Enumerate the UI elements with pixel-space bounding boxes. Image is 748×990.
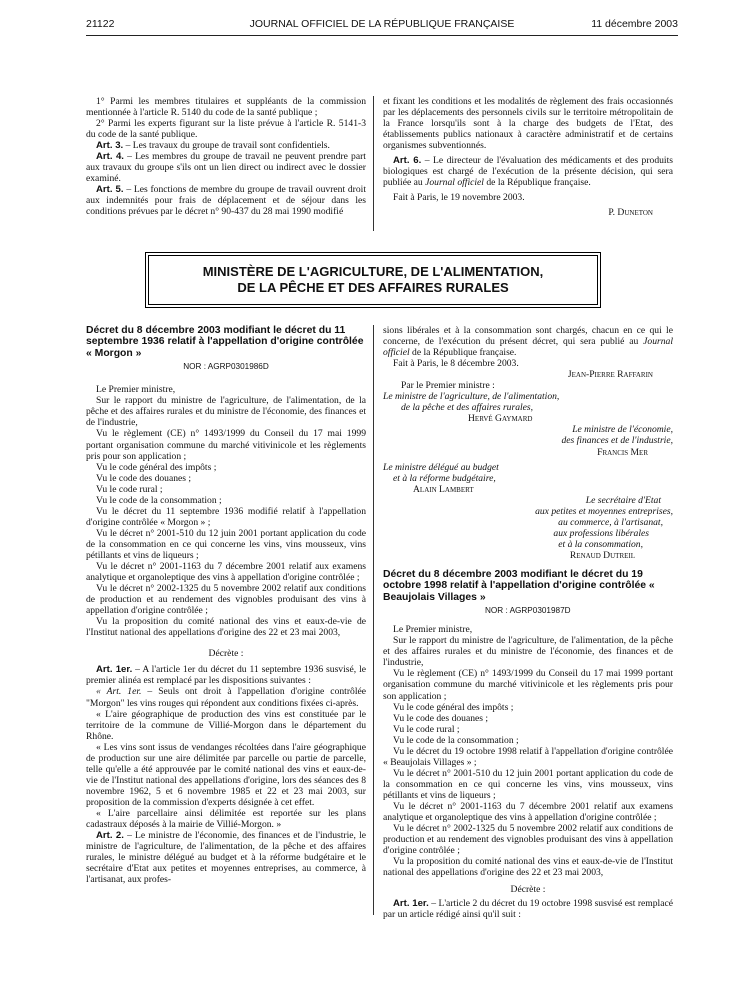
paragraph: sions libérales et à la consommation sont chargés, chacun en ce qui le concerne, de l'exécution du présent décret, qui sera publié au Journal officiel de la République française. — [383, 325, 673, 359]
vu-item: Vu le décret n° 2001-1163 du 7 décembre 2001 relatif aux examens analytique et organoleptique des vins à appellation d'origine contrôlée ; — [86, 561, 366, 584]
paragraph: 1° Parmi les membres titulaires et suppléants de la commission mentionnée à l'article R. 5140 du code de la santé publique ; — [86, 96, 366, 119]
decree-1-left-column — [86, 325, 366, 885]
quoted-article: « Art. 1er. – Seuls ont droit à l'appellation d'origine contrôlée "Morgon" les vins rouges qui répondent aux conditions fixées ci-après. — [86, 686, 367, 709]
vu-item: Vu le code rural ; — [393, 723, 460, 735]
minister-title: Le ministre délégué au budget — [383, 461, 499, 473]
signature: Alain Lambert — [413, 483, 474, 495]
minister-title: de la pêche et des affaires rurales, — [401, 402, 534, 414]
paragraph: Sur le rapport du ministre de l'agriculture, de l'alimentation, de la pêche et des affaires rurales et du ministre de l'économie, des finances et de l'industrie, — [383, 635, 673, 669]
paragraph: Le Premier ministre, — [393, 624, 473, 636]
signature: Renaud Dutreil — [569, 549, 635, 561]
minister-title: Le ministre de l'agriculture, de l'alimentation, — [383, 391, 560, 403]
nor-reference: NOR : AGRP0301987D — [485, 606, 571, 616]
vu-item: Vu le code de la consommation ; — [393, 734, 519, 746]
minister-title: et à la réforme budgétaire, — [393, 472, 496, 484]
paragraph: Sur le rapport du ministre de l'agriculture, de l'alimentation, de la pêche et des affaires rurales et du ministre de l'économie, des finances et de l'industrie, — [86, 395, 366, 429]
column-separator — [373, 96, 374, 231]
vu-item: Vu le code général des impôts ; — [96, 461, 217, 473]
vu-item: Vu le règlement (CE) n° 1493/1999 du Conseil du 17 mai 1999 portant organisation commune du marché vitivinicole et les règlements pris pour son application ; — [86, 428, 366, 462]
vu-item: Vu le décret n° 2002-1325 du 5 novembre 2002 relatif aux conditions de production et au rendement des vignobles produisant des vins à appellation d'origine contrôlée ; — [383, 823, 673, 857]
signature: Hervé Gaymard — [468, 413, 533, 425]
page-header — [86, 18, 678, 34]
right-column — [383, 325, 673, 920]
minister-title: Le ministre de l'économie, — [572, 424, 673, 436]
vu-item: Vu la proposition du comité national des vins et eaux-de-vie de l'Institut national des appellations d'origine des 22 et 23 mai 2003, — [383, 856, 673, 879]
nor-reference: NOR : AGRP0301986D — [183, 362, 269, 372]
quoted-paragraph: « L'aire parcellaire ainsi délimitée est reportée sur les plans cadastraux déposés à la mairie de Villié-Morgon. » — [86, 808, 366, 831]
vu-item: Vu le décret du 11 septembre 1936 modifié relatif à l'appellation d'origine contrôlée « Morgon » ; — [86, 505, 366, 528]
signature-pm: Jean-Pierre Raffarin — [567, 369, 653, 381]
minister-title: au commerce, à l'artisanat, — [558, 516, 663, 528]
vu-item: Vu le code rural ; — [96, 483, 163, 495]
vu-item: Vu le décret n° 2001-510 du 12 juin 2001 portant application du code de la consommation en ce qui concerne les vins, vins mousseux, vins pétillants et vins de liqueurs ; — [86, 527, 366, 561]
place-date: Fait à Paris, le 8 décembre 2003. — [393, 358, 519, 370]
minister-title: des finances et de l'industrie, — [561, 435, 673, 447]
article-2: Art. 2. – Le ministre de l'économie, des finances et de l'industrie, le ministre de l'agriculture, de l'alimentation, de la pêche et des affaires rurales, le ministre délégué au budget et à la réforme budgétaire et le secrétaire d'Etat aux petites et moyennes entreprises, au commerce, à l'artisanat, aux profes- — [86, 830, 366, 886]
article-1: Art. 1er. – A l'article 1er du décret du 11 septembre 1936 susvisé, le premier alinéa est remplacé par les dispositions suivantes : — [86, 664, 366, 687]
decree-title: Décret du 8 décembre 2003 modifiant le décret du 19 octobre 1998 relatif à l'appellation d'origine contrôlée « Beaujolais Villages » — [383, 568, 655, 603]
article-3: Art. 3. – Les travaux du groupe de travail sont confidentiels. — [96, 140, 330, 152]
decrete: Décrète : — [510, 884, 546, 896]
article-5: Art. 5. – Les fonctions de membre du groupe de travail ouvrent droit aux indemnités pour frais de déplacement et de séjour dans les conditions prévues par le décret n° 90-437 du 28 mai 1990 modifié — [86, 184, 366, 218]
vu-item: Vu le code général des impôts ; — [393, 701, 514, 713]
vu-item: Vu le règlement (CE) n° 1493/1999 du Conseil du 17 mai 1999 portant organisation commune du marché vitivinicole et les règlements pris pour son application ; — [383, 668, 673, 702]
par-le-premier-ministre: Par le Premier ministre : — [401, 380, 495, 392]
header-rule — [86, 35, 678, 36]
vu-item: Vu le code des douanes ; — [96, 472, 192, 484]
ministry-line-2: DE LA PÊCHE ET DES AFFAIRES RURALES — [237, 280, 509, 295]
decrete: Décrète : — [208, 648, 244, 660]
issue-date: 11 décembre 2003 — [591, 18, 678, 30]
top-right-column — [383, 96, 673, 218]
vu-item: Vu le décret n° 2001-510 du 12 juin 2001 portant application du code de la consommation en ce qui concerne les vins, vins mousseux, vins pétillants et vins de liqueurs ; — [383, 767, 673, 801]
paragraph: 2° Parmi les experts figurant sur la liste prévue à l'article R. 5141-3 du code de la santé publique. — [86, 118, 366, 141]
column-separator — [373, 325, 374, 915]
signature: Francis Mer — [597, 446, 648, 458]
place-date: Fait à Paris, le 19 novembre 2003. — [393, 192, 525, 204]
journal-title: JOURNAL OFFICIEL DE LA RÉPUBLIQUE FRANÇAISE — [249, 18, 515, 30]
minister-title: aux professions libérales — [553, 527, 649, 539]
vu-item: Vu le code des douanes ; — [393, 712, 489, 724]
minister-title: et à la consommation, — [558, 538, 643, 550]
signature: P. Duneton — [608, 207, 653, 219]
paragraph: et fixant les conditions et les modalités de règlement des frais occasionnés par les déplacements des personnels civils sur le territoire métropolitain de la France lorsqu'ils sont à la charge des budgets de l'Etat, des établissements publics nationaux à caractère administratif et de certains organismes subventionnés. — [383, 96, 673, 152]
vu-item: Vu le décret du 19 octobre 1998 relatif à l'appellation d'origine contrôlée « Beaujolais Villages » ; — [383, 745, 673, 768]
page-number: 21122 — [86, 18, 115, 30]
vu-item: Vu le décret n° 2002-1325 du 5 novembre 2002 relatif aux conditions de production et au rendement des vignobles produisant des vins à appellation d'origine contrôlée ; — [86, 583, 366, 617]
quoted-paragraph: « L'aire géographique de production des vins est constituée par le territoire de la commune de Villié-Morgon dans le département du Rhône. — [86, 708, 366, 742]
minister-title: Le secrétaire d'Etat — [585, 494, 661, 506]
minister-title: aux petites et moyennes entreprises, — [535, 505, 673, 517]
article-1: Art. 1er. – L'article 2 du décret du 19 octobre 1998 susvisé est remplacé par un article rédigé ainsi qu'il suit : — [383, 898, 673, 921]
quoted-paragraph: « Les vins sont issus de vendanges récoltées dans l'aire géographique de production sur une aire délimitée par parcelle ou partie de parcelle, telle qu'elle a été approuvée par le comité national des vins et eaux-de-vie de l'Institut national des appellations d'origine, lors des séances des 8 novembre 1962, 5 et 6 novembre 1985 et 22 et 23 mai 2003, sur proposition de la commission d'experts désignée à cet effet. — [86, 741, 366, 808]
article-6: Art. 6. – Le directeur de l'évaluation des médicaments et des produits biologiques est chargé de l'exécution de la présente décision, qui sera publiée au Journal officiel de la République française. — [383, 155, 673, 189]
vu-item: Vu la proposition du comité national des vins et eaux-de-vie de l'Institut national des appellations d'origine des 22 et 23 mai 2003, — [86, 616, 366, 639]
paragraph: Le Premier ministre, — [96, 384, 176, 396]
article-4: Art. 4. – Les membres du groupe de travail ne peuvent prendre part aux travaux du groupe s'ils ont un lien direct ou indirect avec le dossier examiné. — [86, 151, 366, 185]
ministry-heading — [148, 255, 598, 305]
vu-item: Vu le code de la consommation ; — [96, 494, 222, 506]
ministry-line-1: MINISTÈRE DE L'AGRICULTURE, DE L'ALIMENTATION, — [202, 264, 544, 279]
decree-title: Décret du 8 décembre 2003 modifiant le décret du 11 septembre 1936 relatif à l'appellation d'origine contrôlée « Morgon » — [86, 325, 364, 359]
vu-item: Vu le décret n° 2001-1163 du 7 décembre 2001 relatif aux examens analytique et organoleptique des vins à appellation d'origine contrôlée ; — [383, 801, 673, 824]
top-left-column — [86, 96, 366, 218]
